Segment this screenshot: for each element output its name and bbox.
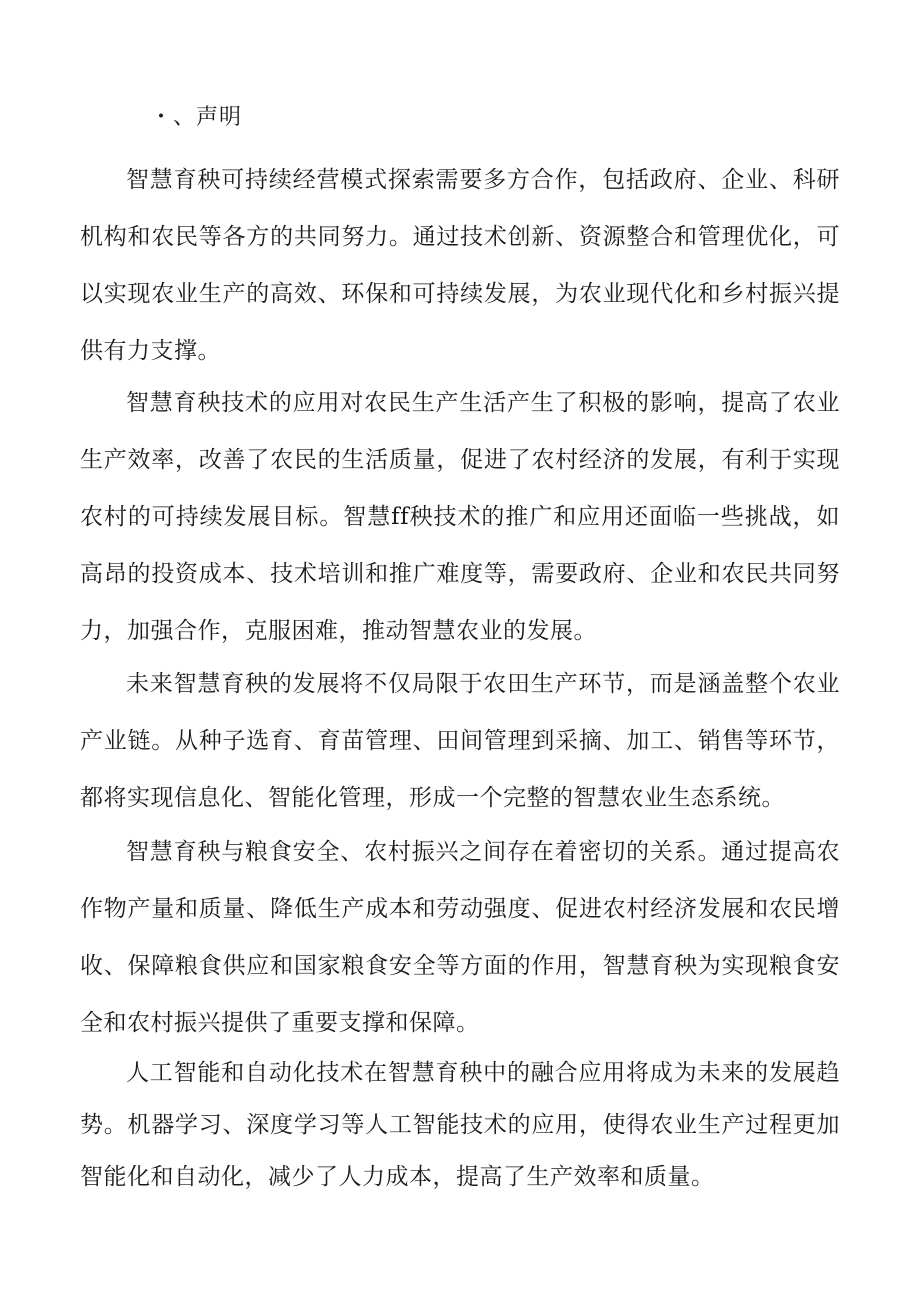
section-heading: ・、声明 — [150, 105, 243, 130]
paragraph-3: 未来智慧育秧的发展将不仅局限于农田生产环节，而是涵盖整个农业产业链。从种子选育、育苗管理、田间管理到采摘、加工、销售等环节，都将实现信息化、智能化管理，形成一个完整的智慧农业生态系统。 — [80, 671, 840, 811]
paragraph-1: 智慧育秧可持续经营模式探索需要多方合作，包括政府、企业、科研机构和农民等各方的共同努力。通过技术创新、资源整合和管理优化，可以实现农业生产的高效、环保和可持续发展，为农业现代化和乡村振兴提供有力支撑。 — [80, 167, 840, 364]
paragraph-2: 智慧育秧技术的应用对农民生产生活产生了积极的影响，提高了农业生产效率，改善了农民的生活质量，促进了农村经济的发展，有利于实现农村的可持续发展目标。智慧ff秧技术的推广和应用还面临一些挑战，如高昂的投资成本、技术培训和推广难度等，需要政府、企业和农民共同努力，加强合作，克服困难，推动智慧农业的发展。 — [80, 390, 840, 644]
paragraph-4: 智慧育秧与粮食安全、农村振兴之间存在着密切的关系。通过提高农作物产量和质量、降低生产成本和劳动强度、促进农村经济发展和农民增收、保障粮食供应和国家粮食安全等方面的作用，智慧育秧为实现粮食安全和农村振兴提供了重要支撑和保障。 — [80, 839, 840, 1036]
paragraph-5: 人工智能和自动化技术在智慧育秧中的融合应用将成为未来的发展趋势。机器学习、深度学习等人工智能技术的应用，使得农业生产过程更加智能化和自动化，减少了人力成本，提高了生产效率和质量。 — [80, 1060, 840, 1190]
